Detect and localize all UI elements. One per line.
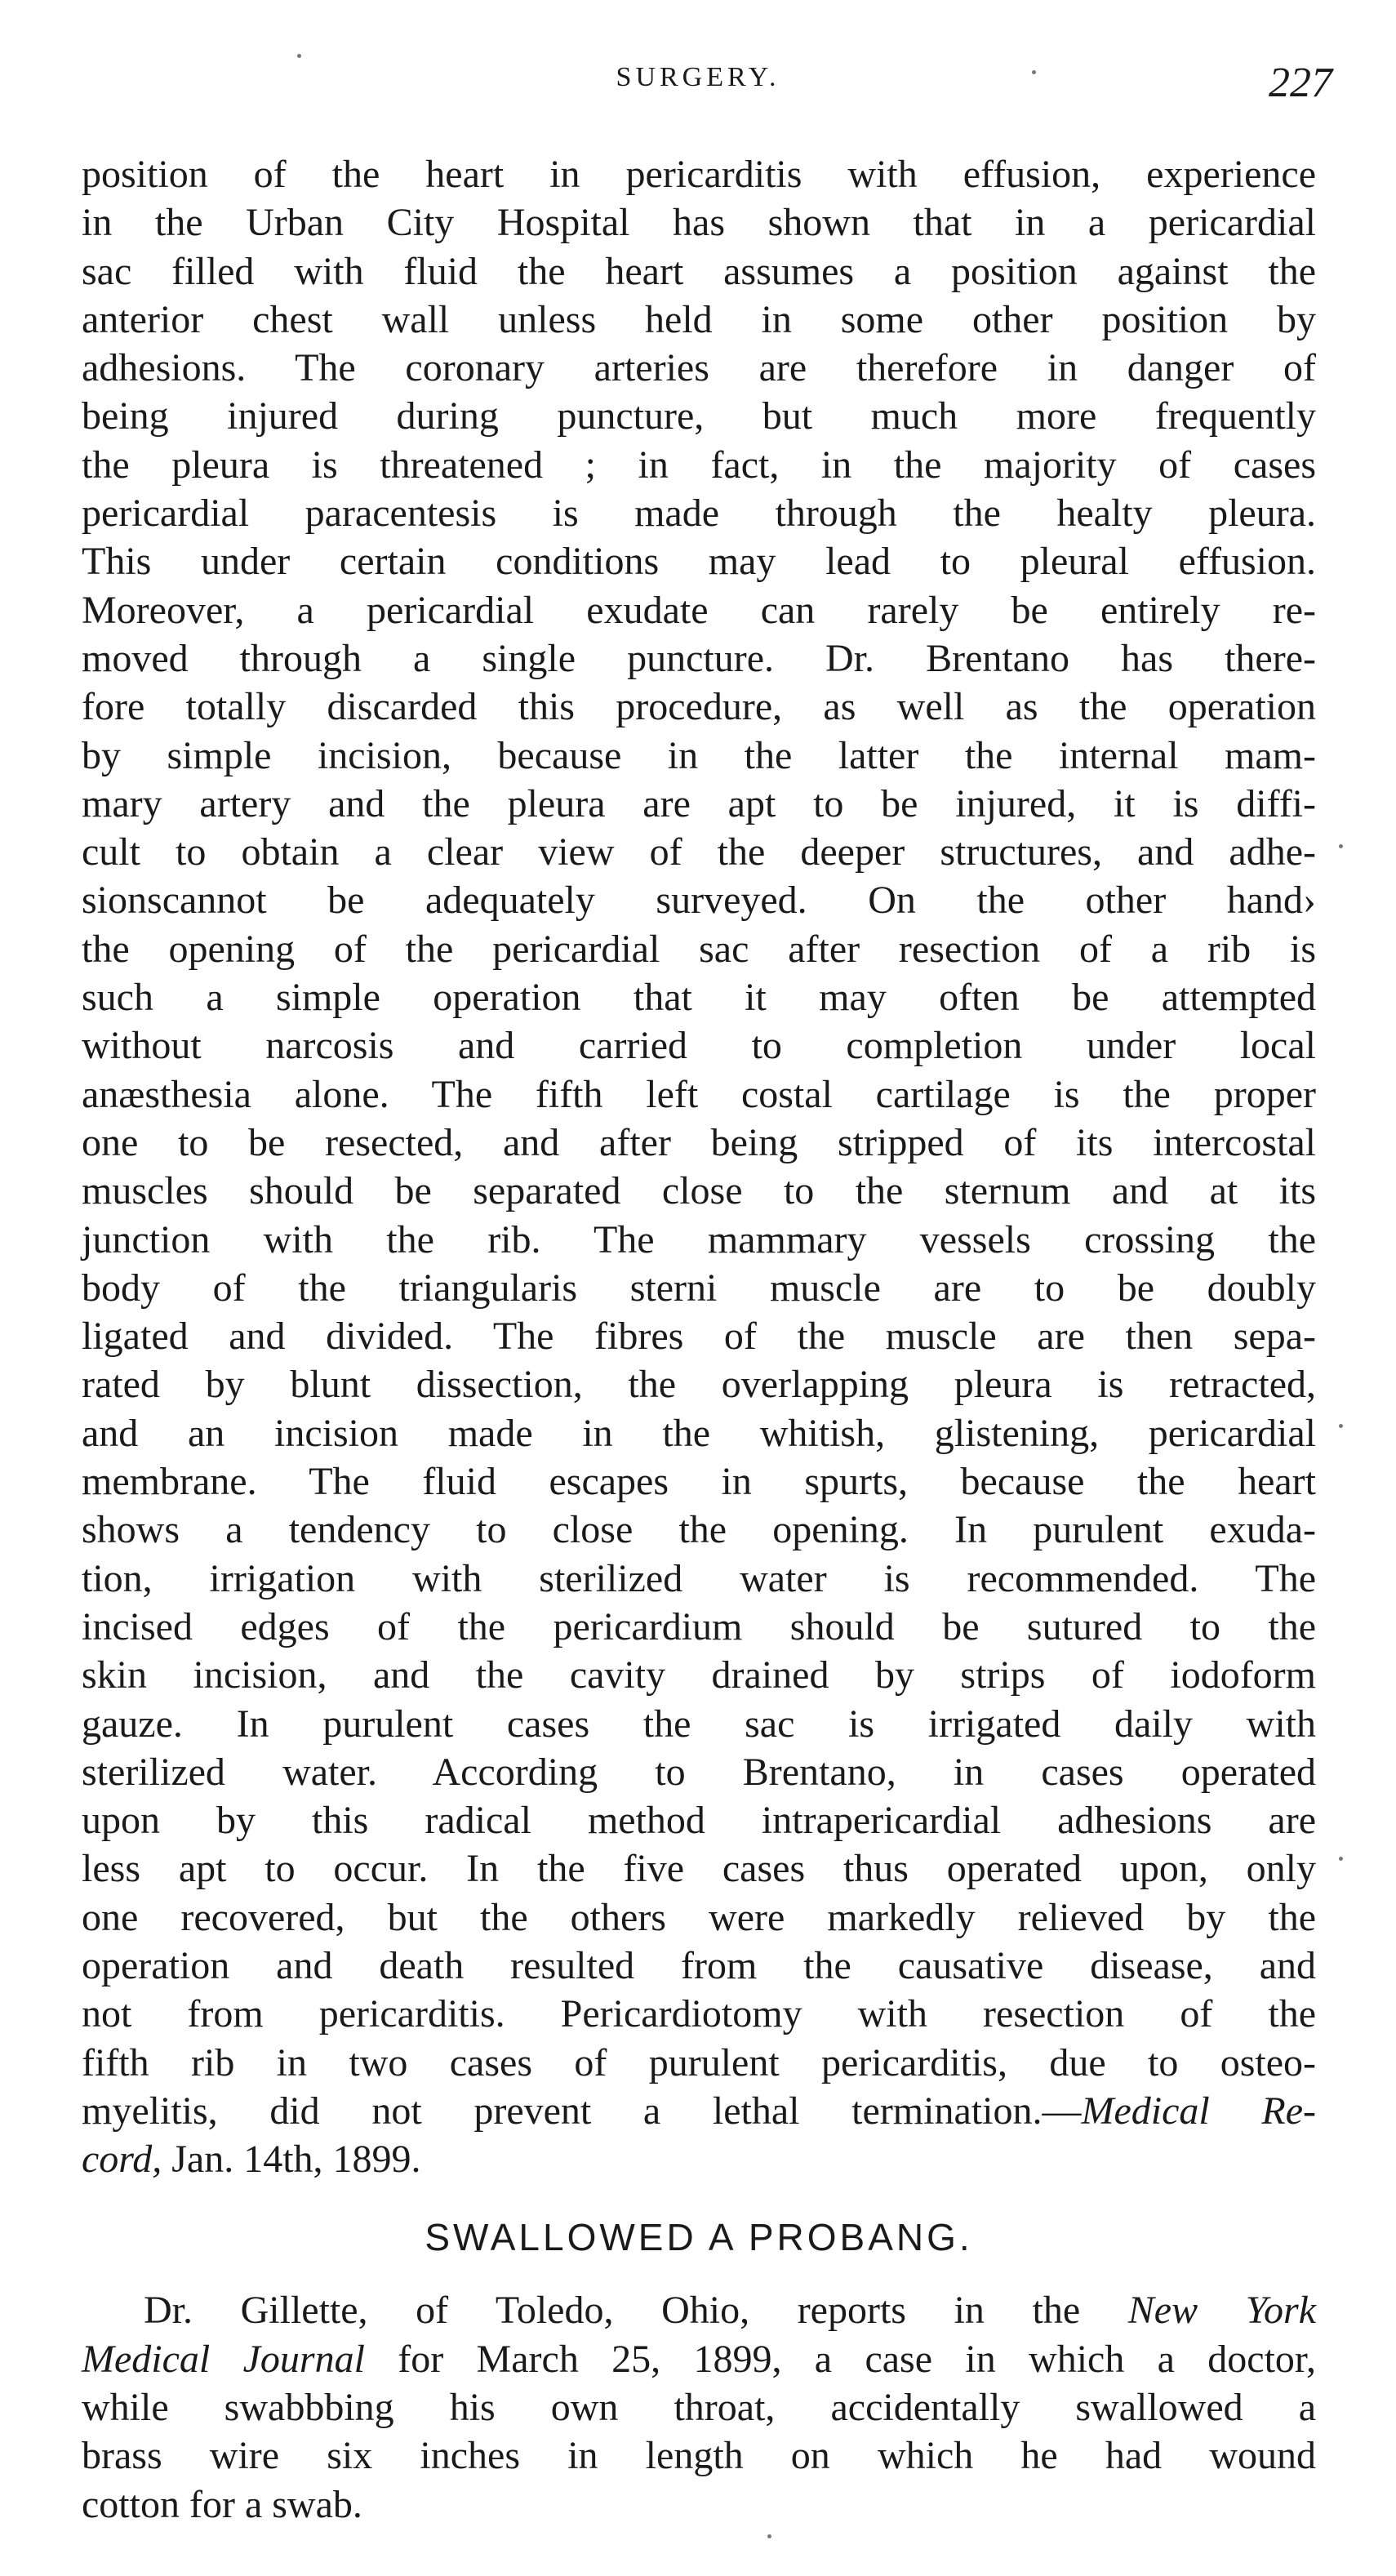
text-line: sterilized water. According to Brentano, in cases operated	[82, 1750, 1316, 1794]
text-line: sac filled with fluid the heart assumes a position against the	[82, 249, 1316, 293]
text-segment: for March 25, 1899, a case in which a doctor,	[364, 2337, 1316, 2381]
text-line: anæsthesia alone. The fifth left costal cartilage is the proper	[82, 1072, 1316, 1116]
text-line: anterior chest wall unless held in some other position by	[82, 297, 1316, 341]
journal-title: Medical Journal	[82, 2337, 365, 2381]
print-speck	[1032, 70, 1036, 74]
text-line: brass wire six inches in length on which he had wound	[82, 2434, 1316, 2478]
article-probang	[82, 2183, 1316, 2528]
text-line: shows a tendency to close the opening. In purulent exuda-	[82, 1508, 1316, 1552]
print-speck	[297, 54, 301, 58]
text-line: one recovered, but the others were markedly relieved by the	[82, 1895, 1316, 1939]
text-line: not from pericarditis. Pericardiotomy with resection of the	[82, 1992, 1316, 2036]
text-line: and an incision made in the whitish, glistening, pericardial	[82, 1411, 1316, 1455]
print-speck	[767, 2534, 771, 2538]
text-line: less apt to occur. In the five cases thus operated upon, only	[82, 1847, 1316, 1891]
text-line	[82, 2087, 1316, 2135]
text-line: fore totally discarded this procedure, as well as the operation	[82, 685, 1316, 729]
text-line: cotton for a swab.	[82, 2482, 362, 2526]
text-line: while swabbbing his own throat, accidentally swallowed a	[82, 2386, 1316, 2430]
text-line: in the Urban City Hospital has shown that in a pericardial	[82, 201, 1316, 245]
text-line	[82, 2135, 1316, 2183]
text-line	[82, 2335, 1316, 2383]
text-line: body of the triangularis sterni muscle are to be doubly	[82, 1266, 1316, 1310]
page-number: 227	[1269, 60, 1332, 106]
print-speck	[1339, 1424, 1343, 1428]
text-line: the opening of the pericardial sac after resection of a rib is	[82, 927, 1316, 971]
text-line: junction with the rib. The mammary vessels crossing the	[82, 1217, 1316, 1261]
text-line: membrane. The fluid escapes in spurts, because the heart	[82, 1460, 1316, 1504]
text-line: incised edges of the pericardium should be sutured to the	[82, 1604, 1316, 1648]
text-line: being injured during puncture, but much more frequently	[82, 394, 1316, 438]
text-line: moved through a single puncture. Dr. Brentano has there-	[82, 636, 1316, 680]
text-line: the pleura is threatened ; in fact, in the majority of cases	[82, 443, 1316, 487]
text-line: ligated and divided. The fibres of the muscle are then sepa-	[82, 1315, 1316, 1359]
print-speck	[1339, 1857, 1343, 1861]
text-line: rated by blunt dissection, the overlapping pleura is retracted,	[82, 1363, 1316, 1407]
running-title: SURGERY.	[616, 62, 780, 92]
print-speck	[1339, 844, 1343, 848]
page-body	[82, 150, 1316, 2529]
text-line: tion, irrigation with sterilized water is recommended. The	[82, 1556, 1316, 1600]
text-segment: myelitis, did not prevent a lethal termination.—	[82, 2089, 1082, 2133]
text-line: one to be resected, and after being stripped of its intercostal	[82, 1120, 1316, 1164]
text-line: mary artery and the pleura are apt to be injured, it is diffi-	[82, 781, 1316, 825]
text-line: upon by this radical method intrapericardial adhesions are	[82, 1799, 1316, 1843]
article-pericarditis	[82, 150, 1316, 2183]
text-line: position of the heart in pericarditis with effusion, experience	[82, 153, 1316, 196]
text-segment: Dr. Gillette, of Toledo, Ohio, reports in the	[144, 2289, 1128, 2333]
text-line: pericardial paracentesis is made through the healty pleura.	[82, 492, 1316, 536]
text-line: without narcosis and carried to completion under local	[82, 1024, 1316, 1068]
text-line: gauze. In purulent cases the sac is irrigated daily with	[82, 1702, 1316, 1746]
text-line: operation and death resulted from the causative disease, and	[82, 1943, 1316, 1987]
text-line: muscles should be separated close to the sternum and at its	[82, 1169, 1316, 1213]
text-line: by simple incision, because in the latter the internal mam-	[82, 733, 1316, 777]
text-line	[82, 2286, 1316, 2334]
journal-title: New York	[1127, 2289, 1316, 2333]
text-line: cult to obtain a clear view of the deeper structures, and adhe-	[82, 830, 1316, 874]
text-line: Moreover, a pericardial exudate can rarely be entirely re-	[82, 588, 1316, 632]
text-line: This under certain conditions may lead to pleural effusion.	[82, 540, 1316, 584]
text-line: skin incision, and the cavity drained by strips of iodoform	[82, 1653, 1316, 1697]
section-heading: SWALLOWED A PROBANG.	[425, 2216, 973, 2259]
citation-source: cord,	[82, 2138, 162, 2182]
citation-source: Medical Re-	[1081, 2089, 1316, 2133]
citation-date: Jan. 14th, 1899.	[162, 2138, 421, 2182]
text-line: adhesions. The coronary arteries are therefore in danger of	[82, 346, 1316, 390]
text-line: sionscannot be adequately surveyed. On the other hand›	[82, 879, 1316, 923]
text-line: fifth rib in two cases of purulent pericarditis, due to osteo-	[82, 2040, 1316, 2084]
text-line: such a simple operation that it may often be attempted	[82, 976, 1316, 1020]
running-header	[0, 59, 1396, 116]
